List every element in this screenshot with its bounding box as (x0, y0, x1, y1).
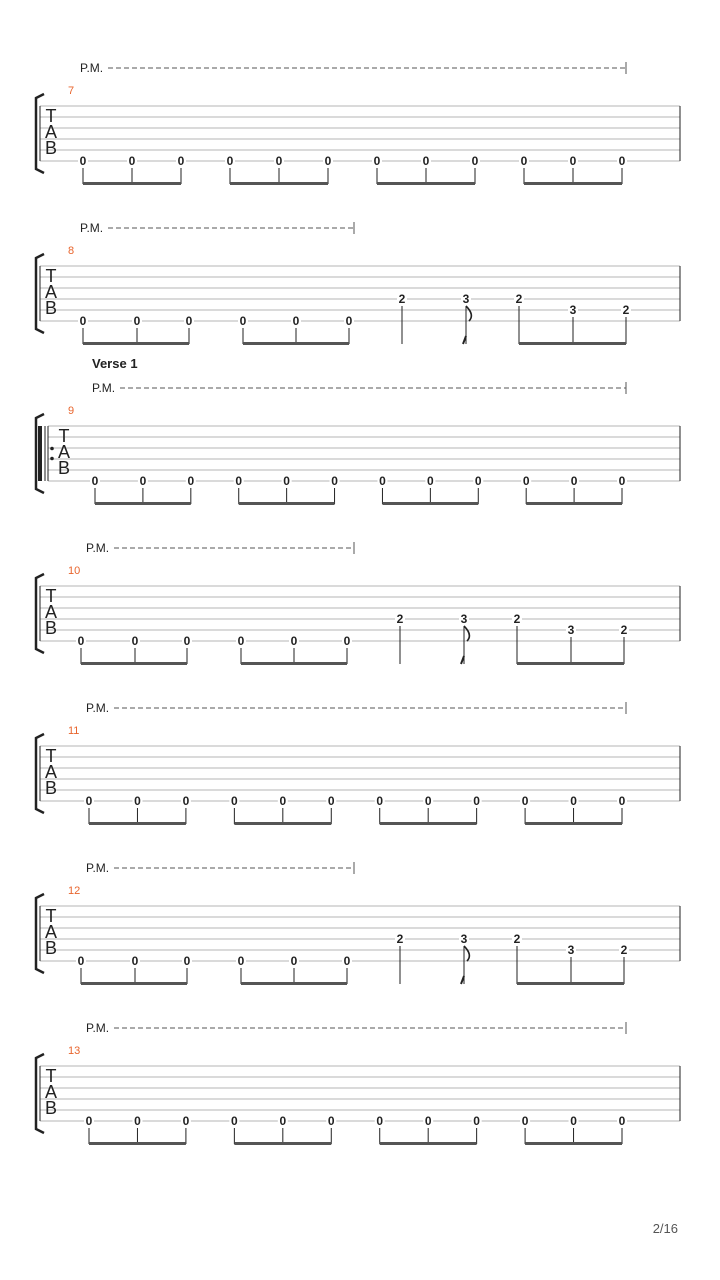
note-flag (464, 946, 469, 961)
fret-number: 0 (345, 314, 353, 328)
fret-number: 0 (79, 314, 87, 328)
fret-number: 0 (520, 154, 528, 168)
fret-number: 0 (290, 634, 298, 648)
fret-number: 0 (473, 1114, 480, 1128)
fret-number: 0 (275, 154, 283, 168)
fret-number: 2 (620, 943, 628, 957)
fret-number: 2 (513, 612, 521, 626)
fret-number: 0 (77, 634, 85, 648)
tab-clef-letter: B (44, 938, 58, 958)
beam (382, 502, 478, 505)
palm-mute-label: P.M. (86, 701, 110, 715)
fret-number: 0 (128, 154, 136, 168)
fret-number: 0 (376, 794, 384, 808)
measure-number: 11 (68, 725, 80, 737)
beam (524, 182, 622, 185)
fret-number: 0 (618, 474, 626, 488)
fret-number: 0 (279, 794, 287, 808)
beam (519, 342, 626, 345)
fret-number: 0 (471, 154, 479, 168)
fret-number: 3 (462, 292, 470, 306)
fret-number: 0 (343, 954, 351, 968)
fret-number: 2 (622, 303, 630, 317)
palm-mute-label: P.M. (80, 221, 104, 235)
tab-clef-letter: B (57, 458, 71, 478)
repeat-dot (50, 447, 54, 451)
fret-number: 3 (567, 623, 575, 637)
fret-number: 0 (187, 474, 195, 488)
fret-number: 0 (85, 794, 93, 808)
tab-clef-letter: T (45, 266, 57, 286)
fret-number: 2 (513, 932, 521, 946)
measure-number: 9 (68, 405, 75, 417)
beam (517, 982, 624, 985)
fret-number: 0 (327, 1114, 335, 1128)
fret-number: 0 (290, 954, 298, 968)
fret-number: 0 (79, 154, 87, 168)
tab-clef-letter: T (45, 1066, 57, 1086)
tab-clef-letter: A (57, 442, 71, 462)
fret-number: 0 (237, 634, 245, 648)
fret-number: 3 (460, 612, 468, 626)
beam (525, 822, 622, 825)
tab-clef-letter: A (44, 922, 58, 942)
fret-number: 0 (522, 474, 530, 488)
fret-number: 0 (570, 794, 577, 808)
tab-clef-letter: B (44, 618, 58, 638)
fret-number: 0 (331, 474, 338, 488)
fret-number: 0 (134, 1114, 141, 1128)
fret-number: 0 (226, 154, 234, 168)
fret-number: 0 (422, 154, 430, 168)
fret-number: 0 (279, 1114, 287, 1128)
fret-number: 0 (133, 314, 141, 328)
tab-clef-letter: A (44, 1082, 58, 1102)
beam (89, 1142, 186, 1145)
tab-clef-letter: B (44, 138, 58, 158)
repeat-thick-bar (38, 426, 42, 481)
fret-number: 0 (231, 794, 238, 808)
repeat-dot (50, 457, 54, 461)
beam (230, 182, 328, 185)
fret-number: 2 (398, 292, 406, 306)
fret-number: 0 (570, 1114, 577, 1128)
fret-number: 0 (239, 314, 247, 328)
beam (525, 1142, 622, 1145)
beam (89, 822, 186, 825)
tab-clef-letter: A (44, 122, 58, 142)
fret-number: 2 (396, 932, 404, 946)
fret-number: 0 (131, 634, 139, 648)
fret-number: 0 (473, 794, 480, 808)
fret-number: 0 (77, 954, 85, 968)
beam (234, 822, 331, 825)
beam (95, 502, 191, 505)
fret-number: 0 (343, 634, 351, 648)
fret-number: 3 (569, 303, 577, 317)
fret-number: 0 (474, 474, 482, 488)
fret-number: 0 (182, 794, 190, 808)
measure-number: 12 (68, 885, 81, 897)
tab-clef-letter: T (45, 746, 57, 766)
beam (517, 662, 624, 665)
fret-number: 0 (177, 154, 185, 168)
fret-number: 0 (134, 794, 141, 808)
palm-mute-label: P.M. (80, 61, 104, 75)
fret-number: 0 (235, 474, 243, 488)
fret-number: 0 (182, 1114, 190, 1128)
fret-number: 3 (567, 943, 575, 957)
fret-number: 2 (620, 623, 628, 637)
beam (83, 182, 181, 185)
measure-number: 7 (68, 85, 75, 97)
fret-number: 0 (618, 794, 626, 808)
fret-number: 0 (618, 1114, 626, 1128)
tab-clef-letter: T (45, 586, 57, 606)
beam (380, 822, 477, 825)
beam (83, 342, 189, 345)
fret-number: 0 (85, 1114, 93, 1128)
tab-clef-letter: B (44, 1098, 58, 1118)
fret-number: 0 (379, 474, 386, 488)
fret-number: 0 (521, 794, 529, 808)
fret-number: 2 (515, 292, 523, 306)
fret-number: 0 (292, 314, 300, 328)
tab-clef-letter: B (44, 778, 58, 798)
beam (526, 502, 622, 505)
palm-mute-label: P.M. (86, 1021, 110, 1035)
note-flag (464, 626, 469, 641)
fret-number: 0 (231, 1114, 238, 1128)
tab-clef-letter: T (45, 106, 57, 126)
fret-number: 2 (396, 612, 404, 626)
fret-number: 0 (139, 474, 147, 488)
fret-number: 0 (183, 954, 191, 968)
tab-clef-letter: B (44, 298, 58, 318)
fret-number: 0 (283, 474, 290, 488)
fret-number: 0 (618, 154, 626, 168)
beam (81, 982, 187, 985)
palm-mute-label: P.M. (86, 861, 110, 875)
fret-number: 0 (185, 314, 193, 328)
tab-clef-letter: A (44, 602, 58, 622)
fret-number: 0 (373, 154, 381, 168)
fret-number: 0 (424, 1114, 432, 1128)
beam (241, 662, 347, 665)
fret-number: 0 (570, 474, 578, 488)
fret-number: 0 (376, 1114, 384, 1128)
fret-number: 3 (460, 932, 468, 946)
measure-number: 8 (68, 245, 75, 257)
tab-clef-letter: A (44, 762, 58, 782)
fret-number: 0 (91, 474, 99, 488)
fret-number: 0 (427, 474, 434, 488)
measure-number: 13 (68, 1045, 81, 1057)
note-flag (466, 306, 471, 321)
measure-number: 10 (68, 565, 81, 577)
beam (81, 662, 187, 665)
palm-mute-label: P.M. (92, 381, 116, 395)
section-title: Verse 1 (92, 356, 138, 371)
beam (239, 502, 335, 505)
fret-number: 0 (521, 1114, 529, 1128)
tab-clef-letter: A (44, 282, 58, 302)
beam (234, 1142, 331, 1145)
beam (241, 982, 347, 985)
tab-clef-letter: T (58, 426, 70, 446)
fret-number: 0 (183, 634, 191, 648)
fret-number: 0 (131, 954, 139, 968)
fret-number: 0 (424, 794, 432, 808)
tab-clef-letter: T (45, 906, 57, 926)
fret-number: 0 (327, 794, 335, 808)
fret-number: 0 (569, 154, 577, 168)
beam (377, 182, 475, 185)
beam (243, 342, 349, 345)
palm-mute-label: P.M. (86, 541, 110, 555)
beam (380, 1142, 477, 1145)
page-number: 2/16 (652, 1221, 678, 1236)
fret-number: 0 (324, 154, 332, 168)
fret-number: 0 (237, 954, 245, 968)
